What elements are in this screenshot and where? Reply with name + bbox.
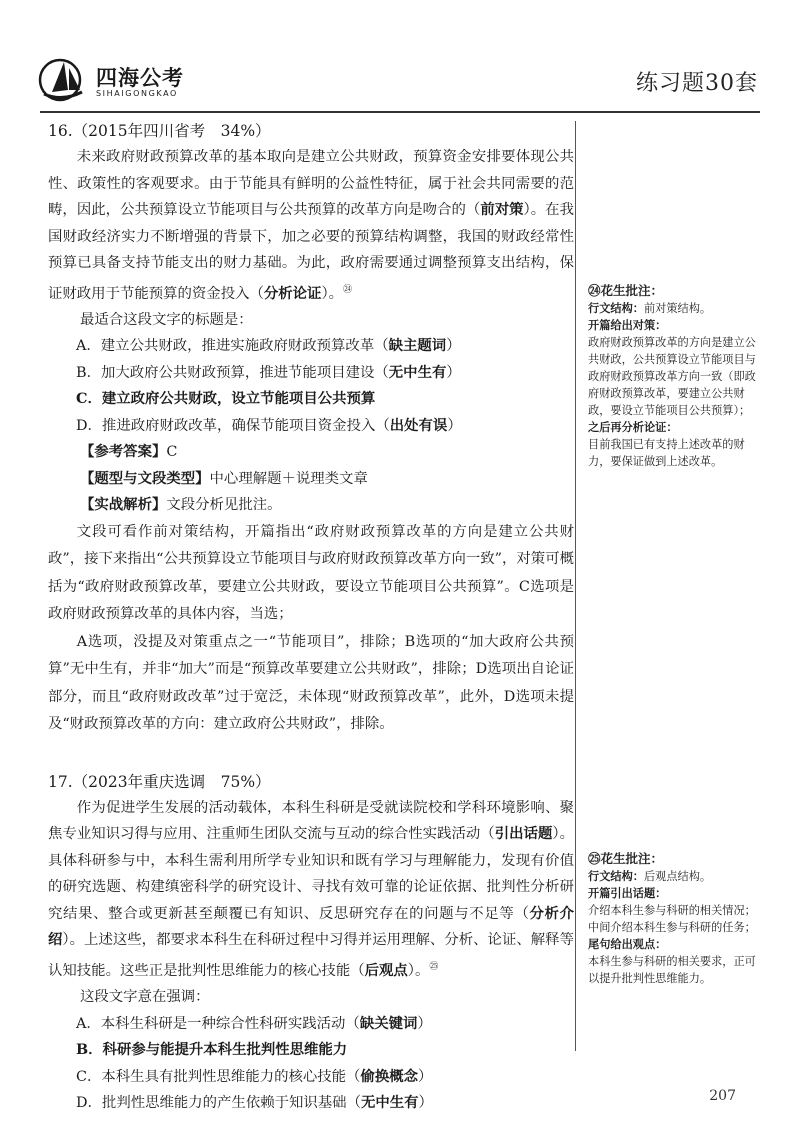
note-label: 行文结构：	[588, 869, 644, 883]
side-note-24	[588, 282, 758, 470]
option-text: C．建立政府公共财政，设立节能项目公共预算	[76, 390, 376, 408]
sailboat-logo-icon	[38, 56, 86, 102]
option-d	[48, 1090, 574, 1117]
passage-text: ）。	[321, 285, 344, 302]
question-16-heading: 16.（2015年四川省考 34%）	[48, 122, 271, 140]
main-column	[48, 118, 574, 1117]
page-number: 207	[709, 1088, 736, 1104]
option-end: ）	[446, 364, 461, 381]
note-label: 之后再分析论证：	[588, 420, 678, 434]
type-line	[48, 466, 574, 493]
option-tag: 无中生有	[388, 363, 447, 381]
option-text: C．本科生具有批判性思维能力的核心技能（	[76, 1068, 361, 1085]
option-c-correct	[48, 386, 574, 413]
analysis-label: 【实战解析】	[80, 496, 167, 514]
note-label: 开篇引出话题：	[588, 886, 667, 900]
passage-text: 未来政府财政预算改革的基本取向是建立公共财政，预算资金安排要体现公共性、政策性的客观要求。由于节能具有鲜明的公益性特征，属于社会共同需要的范畴，因此，公共预算设立节能项目与公共预算的改革方向是吻合的（	[48, 149, 574, 218]
side-note-25	[588, 850, 758, 987]
question-17-stem: 这段文字意在强调：	[80, 989, 210, 1006]
analysis-value: 文段分析见批注。	[166, 497, 282, 514]
note-line	[588, 300, 758, 317]
note-marker: ㉕	[429, 961, 439, 972]
note-label: 尾句给出观点：	[588, 937, 667, 951]
option-text: A．建立公共财政，推进实施政府财政预算改革（	[76, 338, 389, 355]
header-divider	[40, 111, 760, 113]
passage-text: ）。	[407, 962, 430, 979]
passage-text: 作为促进学生发展的活动载体，本科生科研是受就读院校和学科环境影响、聚焦专业知识习得与应用、注重师生团队交流与互动的综合性实践活动（	[48, 799, 574, 843]
note-text: 介绍本科生参与科研的相关情况；	[588, 904, 756, 917]
option-tag: 缺主题词	[388, 337, 447, 355]
option-b	[48, 360, 574, 387]
option-tag: 偷换概念	[360, 1067, 419, 1085]
option-text: A．本科生科研是一种综合性科研实践活动（	[76, 1015, 360, 1032]
option-end: ）	[446, 338, 461, 355]
option-end: ）	[418, 1095, 433, 1112]
option-tag: 出处有误	[389, 416, 448, 434]
passage-tag: 分析介绍	[48, 904, 574, 949]
passage-text: ）。在我国财政经济实力不断增强的背景下，加之必要的预算结构调整，我国的财政经常性预算已具备支持节能支出的财力基础。为此，政府需要通过调整预算支出结构，保证财政用于节能预算的资金投入（	[48, 202, 574, 302]
option-c	[48, 1064, 574, 1091]
explanation-paragraph-2: A选项，没提及对策重点之一“节能项目”，排除；B选项的“加大政府公共预算”无中生有，并非“加大”而是“预算改革要建立公共财政”，排除；D选项出自论证部分，而且“政府财政改革”过于宽泛，未体现“财政预算改革”，此外，D选项未提及“财政预算改革的方向：建立政府公共财政”，排除。	[48, 633, 574, 733]
note-text: 政府财政预算改革的方向是建立公共财政，公共预算设立节能项目与政府财政预算改革方向一致（即政府财政预算改革，要建立公共财政，要设立节能项目公共预算）；	[588, 336, 756, 417]
logo-text: 四海公考	[96, 66, 184, 90]
option-text: B．加大政府公共财政预算，推进节能项目建设（	[76, 364, 389, 381]
passage-text: ）。上述这些，都要求本科生在科研过程中习得并运用理解、分析、论证、解释等认知技能。这些正是批判性思维能力的核心技能（	[48, 932, 574, 979]
option-end: ）	[418, 1068, 433, 1085]
note-text: 后观点结构。	[643, 870, 712, 883]
option-end: ）	[417, 1015, 432, 1032]
question-17-passage	[48, 795, 574, 984]
note-label: 开篇给出对策：	[588, 318, 667, 332]
note-text: 目前我国已有支持上述改革的财力，要保证做到上述改革。	[588, 438, 745, 468]
option-text: D．批判性思维能力的产生依赖于知识基础（	[76, 1095, 361, 1112]
note-label: 行文结构：	[588, 301, 644, 315]
option-d	[48, 413, 574, 440]
answer-label: 【参考答案】	[80, 443, 167, 461]
option-end: ）	[447, 417, 462, 434]
passage-text: ）。具体科研参与中，本科生需利用所学专业知识和既有学习与理解能力，发现有价值的研究选题、构建缜密科学的研究设计、寻找有效可靠的论证依据、批判性分析研究结果、整合或更新甚至颠覆已有知识、反思研究存在的问题与不足等（	[48, 826, 574, 922]
option-b-correct	[48, 1037, 574, 1064]
note-text: 前对策结构。	[643, 302, 712, 315]
question-16-passage	[48, 144, 574, 307]
question-16-stem: 最适合这段文字的标题是：	[80, 311, 253, 328]
answer-line	[48, 439, 574, 466]
passage-tag: 引出话题	[494, 825, 553, 843]
column-divider	[575, 121, 576, 1051]
answer-value: C	[166, 444, 178, 461]
note-title: ㉕花生批注：	[588, 851, 664, 866]
explanation-paragraph-1: 文段可看作前对策结构，开篇指出“政府财政预算改革的方向是建立公共财政”，接下来指出“公共预算设立节能项目与政府财政预算改革方向一致”，对策可概括为“政府财政预算改革，要建立公共财政，要设立节能项目公共预算”。C选项是政府财政预算改革的具体内容，当选；	[48, 523, 574, 623]
passage-tag: 分析论证	[263, 284, 322, 302]
question-17-heading: 17.（2023年重庆选调 75%）	[48, 772, 271, 791]
option-text: D．推进政府财政改革，确保节能项目资金投入（	[76, 417, 390, 434]
type-value: 中心理解题＋说理类文章	[209, 470, 368, 487]
note-line	[588, 868, 758, 885]
passage-tag: 前对策	[480, 201, 524, 218]
logo-subtitle: SIHAIGONGKAO	[96, 89, 178, 98]
publisher-logo	[38, 56, 198, 108]
note-text: 本科生参与科研的相关要求，正可以提升批判性思维能力。	[588, 955, 756, 985]
option-a	[48, 333, 574, 360]
note-marker: ㉔	[343, 284, 353, 295]
passage-tag: 后观点	[364, 961, 408, 979]
option-tag: 缺关键词	[359, 1014, 418, 1032]
option-tag: 无中生有	[360, 1094, 419, 1112]
option-text: B．科研参与能提升本科生批判性思维能力	[76, 1041, 348, 1059]
option-a	[48, 1011, 574, 1038]
note-text: 中间介绍本科生参与科研的任务；	[588, 921, 756, 934]
analysis-line	[48, 492, 574, 519]
note-title: ㉔花生批注：	[588, 283, 664, 298]
type-label: 【题型与文段类型】	[80, 469, 210, 487]
book-title: 练习题30套	[636, 71, 758, 96]
